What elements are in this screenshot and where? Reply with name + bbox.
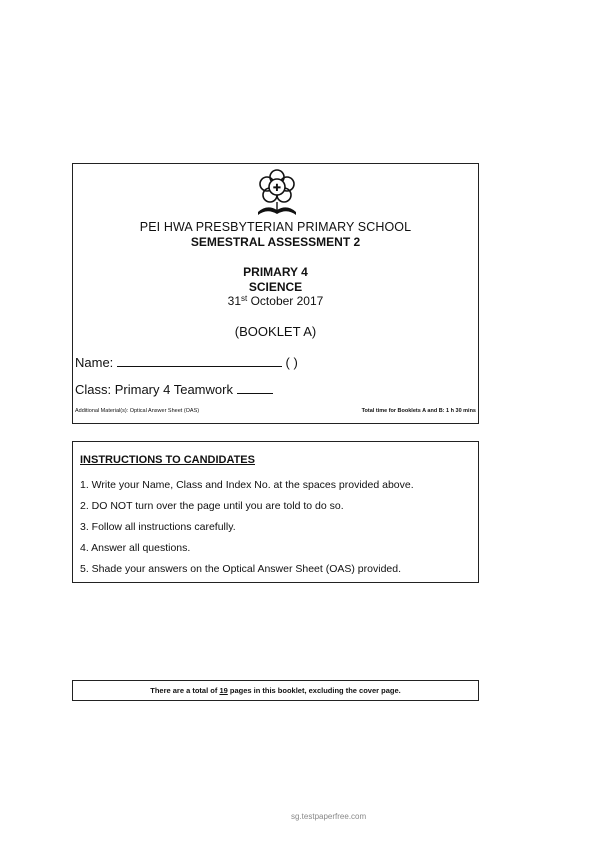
subject: SCIENCE [248, 280, 303, 294]
date-day: 31 [227, 294, 242, 308]
instruction-item: 3. Follow all instructions carefully. [80, 521, 236, 533]
header-footer-row [75, 408, 476, 414]
class-row [75, 382, 273, 397]
instructions-list [80, 479, 414, 584]
instruction-item: 1. Write your Name, Class and Index No. at the spaces provided above. [80, 479, 414, 491]
level: PRIMARY 4 [243, 265, 308, 279]
class-blank-line[interactable] [237, 382, 273, 394]
page-count-after: pages in this booklet, excluding the cover page. [227, 686, 401, 695]
name-row [75, 355, 298, 370]
additional-material: Additional Material(s): Optical Answer Sheet (OAS) [75, 408, 200, 414]
total-time: Total time for Booklets A and B: 1 h 30 mins [361, 408, 476, 414]
name-label: Name: [75, 355, 114, 370]
school-name: PEI HWA PRESBYTERIAN PRIMARY SCHOOL [139, 220, 412, 234]
exam-date [73, 294, 478, 308]
instruction-item: 4. Answer all questions. [80, 542, 191, 554]
class-label: Class: Primary 4 Teamwork [75, 382, 233, 397]
instructions-box [72, 441, 479, 583]
date-rest: October 2017 [247, 294, 324, 308]
svg-text:✚: ✚ [272, 183, 282, 194]
page-count-before: There are a total of [150, 686, 220, 695]
page-count-number: 19 [219, 686, 228, 695]
instruction-item: 5. Shade your answers on the Optical Answer Sheet (OAS) provided. [80, 563, 402, 575]
assessment-title: SEMESTRAL ASSESSMENT 2 [190, 235, 361, 249]
instruction-item: 2. DO NOT turn over the page until you are told to do so. [80, 500, 344, 512]
school-crest-icon [255, 166, 299, 220]
watermark: sg.testpaperfree.com [291, 812, 367, 821]
date-suffix: st [241, 294, 248, 303]
booklet-label: (BOOKLET A) [234, 324, 317, 339]
instructions-title: INSTRUCTIONS TO CANDIDATES [80, 454, 255, 466]
index-parentheses: ( ) [285, 355, 298, 370]
header-box [72, 163, 479, 424]
name-blank-line[interactable] [117, 355, 282, 367]
page-count-box [72, 680, 479, 701]
